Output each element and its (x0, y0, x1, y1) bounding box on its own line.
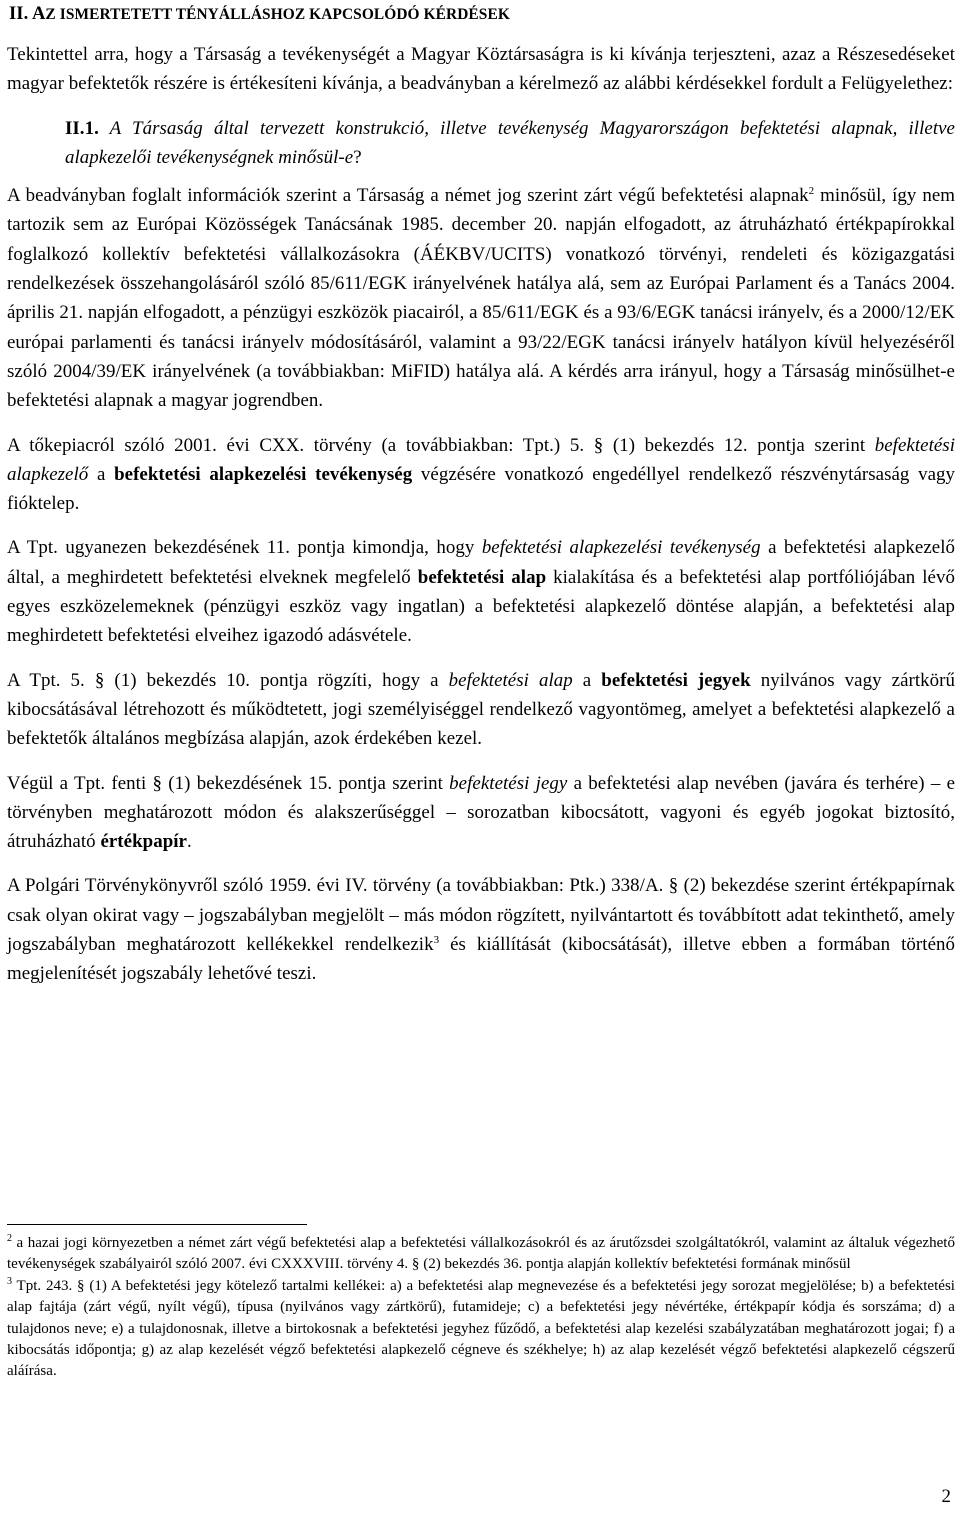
p3-bold-term: befektetési alap (417, 566, 547, 588)
footnote-ref-3: 3 (433, 934, 440, 947)
question-text: A Társaság által tervezett konstrukció, illetve tevékenység Magyarországon befektetési alapnak, illetve alapkezelői tevékenységnek minősül-e (65, 117, 955, 168)
p4-text-a: A Tpt. 5. § (1) bekezdés 10. pontja rögzíti, hogy a (7, 669, 449, 691)
question-paragraph (7, 114, 955, 173)
footnote-2-number: 2 (7, 1233, 13, 1244)
paragraph-classification (7, 181, 955, 415)
p4-text-b: a (572, 669, 602, 691)
p5-text-c: . (186, 831, 192, 853)
p3-text-b: a befektetési alapkezelő által, a meghirdetett befektetési elveknek megfelelő (7, 537, 956, 588)
p2-italic-term: befektetési alapkezelő (7, 434, 955, 485)
p2-text-b: a (88, 463, 115, 485)
footnote-3-text: Tpt. 243. § (1) A befektetési jegy kötelező tartalmi kellékei: a) a befektetési alap megnevezése és a befektetési jegy sorozat megjelölése; b) a befektetési alap fajtája (zárt végű, nyílt végű), típusa (nyilvános vagy zártkörű), futamideje; c) a befektetési jegy névértéke, értékpapír kódja és sorszáma; d) a tulajdonos neve; e) a tulajdonosnak, illetve a birtokosnak a befektetési jegyhez fűződő, a befektetési alap kezelési szabályzatában meghatározott jogai; f) a kibocsátás időpontja; g) az alap kezelését végző befektetési alapkezelő cégneve és székhelye; h) az alap kezelését végző befektetési alapkezelő cégszerű aláírása. (7, 1277, 955, 1380)
p5-bold-term: értékpapír (100, 831, 187, 853)
footnote-separator (7, 1224, 307, 1225)
section-heading-prefix: II. A (9, 3, 46, 24)
page-number: 2 (941, 1486, 951, 1507)
footnote-2-text: a hazai jogi környezetben a német zárt végű befektetési alap a befektetési vállalkozásokról és az árutőzsdei szolgáltatókról, valamint az általuk végezhető tevékenységek szabályairól szóló 2007. évi CXXXVIII. törvény 4. § (2) bekezdés 36. pontja alapján kollektív befektetési formának minősül (7, 1235, 955, 1273)
section-heading (9, 2, 510, 27)
p3-text-a: A Tpt. ugyanezen bekezdésének 11. pontja kimondja, hogy (7, 537, 482, 559)
question-number: II.1. (65, 117, 99, 139)
question-mark: ? (353, 146, 362, 168)
footnote-3 (7, 1276, 955, 1383)
p1-text-b: minősül, így nem tartozik sem az Európai Közösségek Tanácsának 1985. december 20. napján elfogadott, az átruházható értékpapírokkal foglalkozó kollektív befektetési vállalkozásokra (ÁÉKBV/UCITS) vonatkozó törvényi, rendeleti és közigazgatási rendelkezések összehangolásáról szóló 85/611/EGK irányelvének hatálya alá, sem az Európai Parlament és a Tanács 2004. április 21. napján elfogadott, a pénzügyi eszközök piacairól, a 85/611/EGK és a 93/6/EGK tanácsi irányelv, és a 2000/12/EK európai parlamenti és tanácsi irányelv módosításáról, valamint a 93/22/EGK tanácsi irányelv hatályon kívül helyezéséről szóló 2004/39/EK irányelvének (a továbbiakban: MiFID) hatálya alá. A kérdés arra irányul, hogy a Társaság minősülhet-e befektetési alapnak a magyar jogrendben. (7, 185, 956, 412)
paragraph-befektetesi-alap (7, 666, 955, 754)
p2-text-a: A tőkepiacról szóló 2001. évi CXX. törvény (a továbbiakban: Tpt.) 5. § (1) bekezdés 12. pontja szerint (7, 434, 875, 456)
p2-text-c: végzésére vonatkozó engedéllyel rendelkező részvénytársaság vagy fióktelep. (7, 463, 955, 515)
footnote-2 (7, 1233, 955, 1276)
paragraph-ptk (7, 871, 955, 988)
paragraph-befektetesi-jegy (7, 769, 955, 857)
p6-text-a: A Polgári Törvénykönyvről szóló 1959. évi IV. törvény (a továbbiakban: Ptk.) 338/A. § (2) bekezdése szerint értékpapírnak csak olyan okirat vagy – jogszabályban megjelölt – más módon rögzített, nyilvántartott és továbbított adat tekinthető, amely jogszabályban meghatározott kellékekkel rendelkezik (7, 875, 955, 956)
p3-text-c: kialakítása és a befektetési alap portfóliójában lévő egyes eszközelemeknek (pénzügyi eszköz vagy ingatlan) a befektetési alapkezelő döntése alapján, a befektetési alap meghirdetett befektetési elveihez igazodó adásvétele. (7, 566, 955, 647)
p3-italic-term: befektetési alapkezelési tevékenység (481, 537, 761, 559)
intro-paragraph: Tekintettel arra, hogy a Társaság a tevékenységét a Magyar Köztársaságra is ki kívánja terjeszteni, azaz a Részesedéseket magyar befektetők részére is értékesíteni kívánja, a beadványban a kérelmező az alábbi kérdésekkel fordult a Felügyelethez: (7, 44, 955, 95)
p4-italic-term: befektetési alap (448, 669, 573, 691)
p4-bold-term: befektetési jegyek (601, 669, 751, 691)
p1-text-a: A beadványban foglalt információk szerint a Társaság a német jog szerint zárt végű befektetési alapnak (7, 185, 809, 207)
document-body (7, 40, 955, 989)
footnote-3-number: 3 (7, 1275, 13, 1287)
footnotes (7, 1233, 955, 1383)
section-heading-rest: Z ISMERTETETT TÉNYÁLLÁSHOZ KAPCSOLÓDÓ KÉRDÉSEK (45, 6, 510, 23)
paragraph-alapkezelesi-tevekenyseg (7, 533, 955, 650)
p5-text-b: a befektetési alap nevében (javára és terhére) – e törvényben meghatározott módon és alakszerűséggel – sorozatban kibocsátott, vagyoni és egyéb jogokat biztosító, átruházható (7, 772, 956, 853)
paragraph-alapkezelo (7, 431, 955, 519)
footnote-ref-2: 2 (808, 185, 815, 198)
p5-italic-term: befektetési jegy (449, 772, 568, 794)
p4-text-c: nyilvános vagy zártkörű kibocsátásával létrehozott és működtetett, jogi személyiséggel rendelkező vagyontömeg, amelyet a befektetési alapkezelő a befektetők általános megbízása alapján, azok érdekében kezel. (7, 669, 955, 750)
p5-text-a: Végül a Tpt. fenti § (1) bekezdésének 15. pontja szerint (7, 772, 450, 794)
p6-text-b: és kiállítását (kibocsátását), illetve ebben a formában történő megjelenítését jogszabály lehetővé teszi. (7, 934, 955, 985)
p2-bold-term: befektetési alapkezelési tevékenység (114, 463, 413, 485)
